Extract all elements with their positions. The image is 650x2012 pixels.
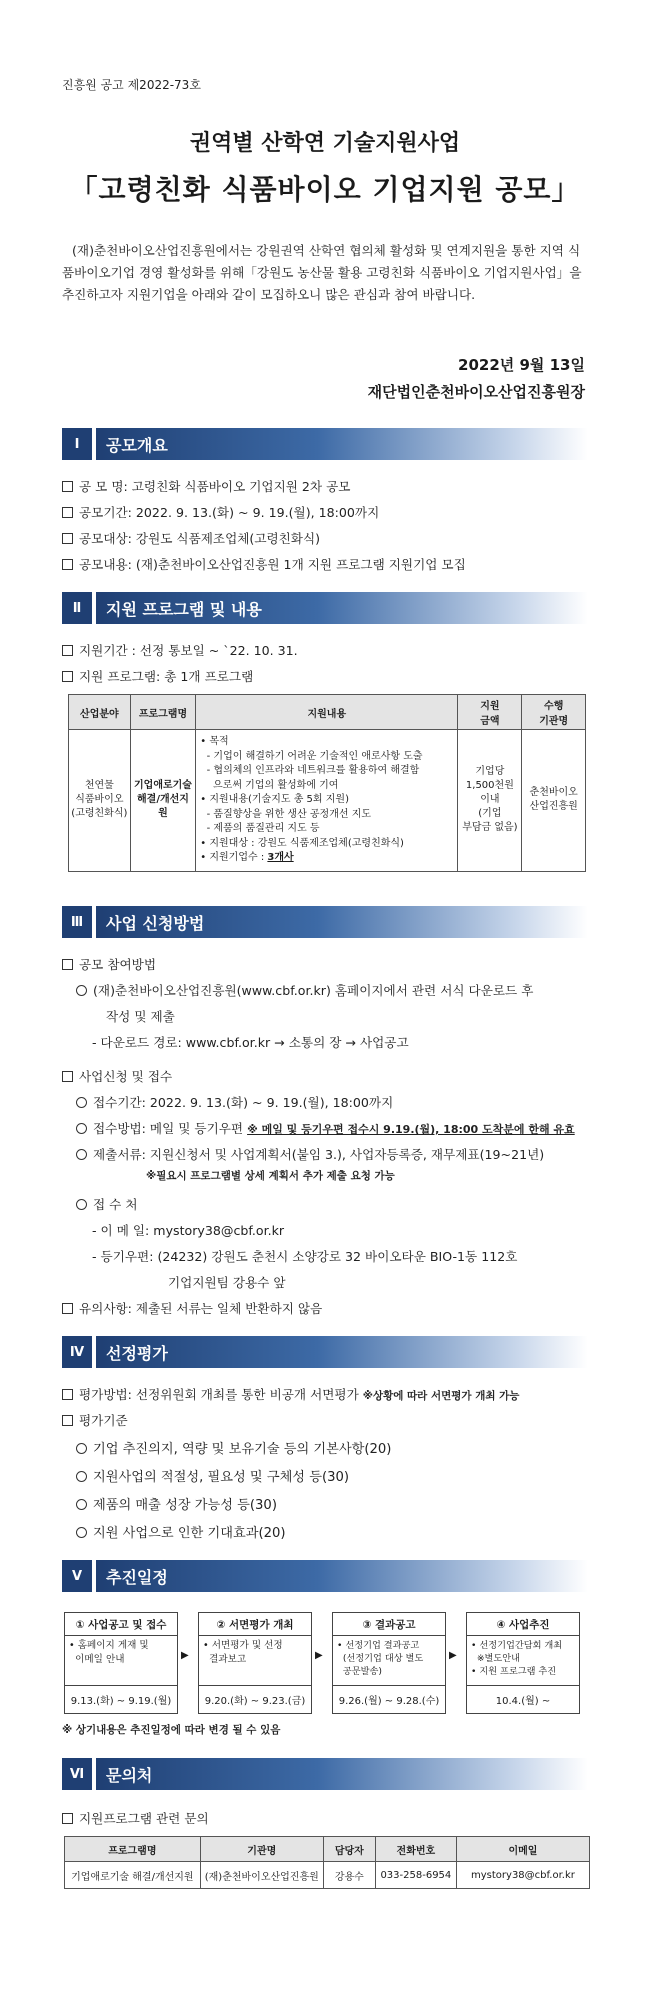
table-header-cell: 전화번호 bbox=[375, 1837, 456, 1862]
arrow-right-icon: ▶ bbox=[181, 1650, 189, 1661]
schedule-step-3: ③ 결과공고 • 선정기업 결과공고 (선정기업 대상 별도 공문발송) 9.26.(월) ~ 9.28.(수) bbox=[332, 1612, 446, 1714]
section-number: Ⅰ bbox=[62, 428, 92, 460]
circle-bullet-icon bbox=[76, 1443, 87, 1454]
overview-item: 공모기간: 2022. 9. 13.(화) ~ 9. 19.(월), 18:00까지 bbox=[62, 502, 379, 521]
schedule-step-4: ④ 사업추진 • 선정기업간담회 개최 ※별도안내 • 지원 프로그램 추진 10.4.(월) ~ bbox=[466, 1612, 580, 1714]
notice-number: 진흥원 공고 제2022-73호 bbox=[62, 78, 201, 92]
section-number: Ⅱ bbox=[62, 592, 92, 624]
schedule-step-1: ① 사업공고 및 접수 • 홈페이지 게재 및 이메일 안내 9.13.(화) ~ 9.19.(월) bbox=[64, 1612, 178, 1714]
section-header-3 bbox=[62, 906, 588, 938]
contact-person-cell: 강용수 bbox=[323, 1862, 375, 1889]
arrow-right-icon: ▶ bbox=[449, 1650, 457, 1661]
overview-item: 공모내용: (재)춘천바이오산업진흥원 1개 지원 프로그램 지원기업 모집 bbox=[62, 554, 466, 573]
circle-bullet-icon bbox=[76, 1527, 87, 1538]
checkbox-bullet-icon bbox=[62, 507, 73, 518]
issuing-organization: 재단법인춘천바이오산업진흥원장 bbox=[367, 383, 585, 401]
documents-note: ※필요시 프로그램별 상세 계획서 추가 제출 요청 가능 bbox=[146, 1170, 395, 1182]
contact-org-cell: (재)춘천바이오산업진흥원 bbox=[200, 1862, 323, 1889]
section-title: 추진일정 bbox=[96, 1560, 588, 1592]
table-header-cell: 프로그램명 bbox=[130, 695, 196, 730]
agency-cell: 춘천바이오 산업진흥원 bbox=[522, 730, 586, 872]
circle-bullet-icon bbox=[76, 985, 87, 996]
checkbox-bullet-icon bbox=[62, 1389, 73, 1400]
intro-paragraph: (재)춘천바이오산업진흥원에서는 강원권역 산학연 협의체 활성화 및 연계지원을 통한 지역 식품바이오기업 경영 활성화를 위해「강원도 농산물 활용 고령친화 식품바이오 기업지원사업」을 추진하고자 지원기업을 아래와 같이 모집하오니 많은 관심과 참여 바랍니다. bbox=[62, 243, 582, 302]
table-header-cell: 이메일 bbox=[456, 1837, 589, 1862]
section-header-2 bbox=[62, 592, 588, 624]
overview-item: 공모대상: 강원도 식품제조업체(고령친화식) bbox=[62, 528, 320, 547]
table-row bbox=[69, 730, 586, 872]
receipt-way: 접수방법: 메일 및 등기우편 ※ 메일 및 등기우편 접수시 9.19.(월), 18:00 도착분에 한해 유효 bbox=[76, 1118, 575, 1137]
checkbox-bullet-icon bbox=[62, 533, 73, 544]
arrow-right-icon: ▶ bbox=[315, 1650, 323, 1661]
circle-bullet-icon bbox=[76, 1123, 87, 1134]
circle-bullet-icon bbox=[76, 1149, 87, 1160]
caution: 유의사항: 제출된 서류는 일체 반환하지 않음 bbox=[62, 1298, 322, 1317]
section-title: 지원 프로그램 및 내용 bbox=[96, 592, 588, 624]
eval-criterion: 지원사업의 적절성, 필요성 및 구체성 등(30) bbox=[76, 1466, 349, 1485]
table-header-cell: 지원 금액 bbox=[458, 695, 522, 730]
notice-date: 2022년 9월 13일 bbox=[458, 356, 585, 374]
table-header-cell: 프로그램명 bbox=[65, 1837, 201, 1862]
eval-criterion: 기업 추진의지, 역량 및 보유기술 등의 기본사항(20) bbox=[76, 1438, 391, 1457]
contact-email-cell[interactable]: mystory38@cbf.or.kr bbox=[456, 1862, 589, 1889]
checkbox-bullet-icon bbox=[62, 559, 73, 570]
table-header-row bbox=[69, 695, 586, 730]
industry-field-cell: 천연물 식품바이오 (고령친화식) bbox=[69, 730, 131, 872]
section-title: 공모개요 bbox=[96, 428, 588, 460]
support-content-cell: • 목적 - 기업이 해결하기 어려운 기술적인 애로사항 도출 - 협의체의 인프라와 네트워크를 활용하여 해결함 으로써 기업의 활성화에 기여 • 지원내용(기술지도 총 5회 지원) - 품질향상을 위한 생산 공정개선 지도 - 제품의 품질관리 지도 등 • 지원대상 : 강원도 식품제조업체(고령친화식) • 지원기업수 : 3개사 bbox=[196, 730, 458, 872]
download-path: - 다운로드 경로: www.cbf.or.kr → 소통의 장 → 사업공고 bbox=[92, 1035, 409, 1050]
checkbox-bullet-icon bbox=[62, 1303, 73, 1314]
program-name-cell: 기업애로기술 해결/개선지원 bbox=[130, 730, 196, 872]
circle-bullet-icon bbox=[76, 1097, 87, 1108]
receipt-email: - 이 메 일: mystory38@cbf.or.kr bbox=[92, 1223, 285, 1238]
section-title: 문의처 bbox=[96, 1758, 588, 1790]
table-row bbox=[65, 1862, 590, 1889]
receipt-title: 사업신청 및 접수 bbox=[62, 1066, 172, 1085]
program-period: 지원기간 : 선정 통보일 ~ `22. 10. 31. bbox=[62, 640, 298, 659]
eval-criteria-title: 평가기준 bbox=[62, 1410, 128, 1429]
contact-table bbox=[64, 1836, 590, 1889]
checkbox-bullet-icon bbox=[62, 671, 73, 682]
section-number: Ⅵ bbox=[62, 1758, 92, 1790]
contact-program-cell: 기업애로기술 해결/개선지원 bbox=[65, 1862, 201, 1889]
receipt-documents: 제출서류: 지원신청서 및 사업계획서(붙임 3.), 사업자등록증, 재무제표(19~21년) bbox=[76, 1144, 544, 1163]
section-header-5 bbox=[62, 1560, 588, 1592]
checkbox-bullet-icon bbox=[62, 1813, 73, 1824]
eval-criterion: 지원 사업으로 인한 기대효과(20) bbox=[76, 1522, 286, 1541]
section-header-6 bbox=[62, 1758, 588, 1790]
overview-item: 공 모 명: 고령친화 식품바이오 기업지원 2차 공모 bbox=[62, 476, 350, 495]
receipt-post: - 등기우편: (24232) 강원도 춘천시 소양강로 32 바이오타운 BIO-1동 112호 bbox=[92, 1249, 518, 1264]
checkbox-bullet-icon bbox=[62, 481, 73, 492]
title-line-2: 「고령친화 식품바이오 기업지원 공모」 bbox=[69, 173, 581, 206]
table-header-cell: 지원내용 bbox=[196, 695, 458, 730]
schedule-note: ※ 상기내용은 추진일정에 따라 변경 될 수 있음 bbox=[62, 1724, 281, 1736]
apply-method-title: 공모 참여방법 bbox=[62, 954, 156, 973]
section-title: 선정평가 bbox=[96, 1336, 588, 1368]
support-amount-cell: 기업당 1,500천원 이내 (기업 부담금 없음) bbox=[458, 730, 522, 872]
section-header-4 bbox=[62, 1336, 588, 1368]
eval-criterion: 제품의 매출 성장 가능성 등(30) bbox=[76, 1494, 277, 1513]
section-title: 사업 신청방법 bbox=[96, 906, 588, 938]
section-header-1 bbox=[62, 428, 588, 460]
checkbox-bullet-icon bbox=[62, 959, 73, 970]
contact-intro: 지원프로그램 관련 문의 bbox=[62, 1808, 209, 1827]
table-header-row bbox=[65, 1837, 590, 1862]
checkbox-bullet-icon bbox=[62, 645, 73, 656]
program-count: 지원 프로그램: 총 1개 프로그램 bbox=[62, 666, 253, 685]
receipt-post-recipient: 기업지원팀 강용수 앞 bbox=[168, 1275, 286, 1290]
section-number: Ⅴ bbox=[62, 1560, 92, 1592]
table-header-cell: 수행 기관명 bbox=[522, 695, 586, 730]
receipt-address-title: 접 수 처 bbox=[76, 1194, 138, 1213]
circle-bullet-icon bbox=[76, 1499, 87, 1510]
checkbox-bullet-icon bbox=[62, 1415, 73, 1426]
title-line-1: 권역별 산학연 기술지원사업 bbox=[189, 131, 461, 156]
table-header-cell: 담당자 bbox=[323, 1837, 375, 1862]
checkbox-bullet-icon bbox=[62, 1071, 73, 1082]
table-header-cell: 기관명 bbox=[200, 1837, 323, 1862]
apply-method-item: (재)춘천바이오산업진흥원(www.cbf.or.kr) 홈페이지에서 관련 서식 다운로드 후 bbox=[76, 980, 533, 999]
receipt-period: 접수기간: 2022. 9. 13.(화) ~ 9. 19.(월), 18:00까지 bbox=[76, 1092, 393, 1111]
section-number: Ⅳ bbox=[62, 1336, 92, 1368]
section-number: Ⅲ bbox=[62, 906, 92, 938]
apply-method-item-cont: 작성 및 제출 bbox=[106, 1009, 175, 1024]
schedule-step-2: ② 서면평가 개최 • 서면평가 및 선정 결과보고 9.20.(화) ~ 9.23.(금) bbox=[198, 1612, 312, 1714]
circle-bullet-icon bbox=[76, 1471, 87, 1482]
eval-method: 평가방법: 선정위원회 개최를 통한 비공개 서면평가 ※상황에 따라 서면평가 개최 가능 bbox=[62, 1384, 519, 1403]
table-header-cell: 산업분야 bbox=[69, 695, 131, 730]
circle-bullet-icon bbox=[76, 1199, 87, 1210]
contact-phone-cell: 033-258-6954 bbox=[375, 1862, 456, 1889]
program-table bbox=[68, 694, 586, 872]
